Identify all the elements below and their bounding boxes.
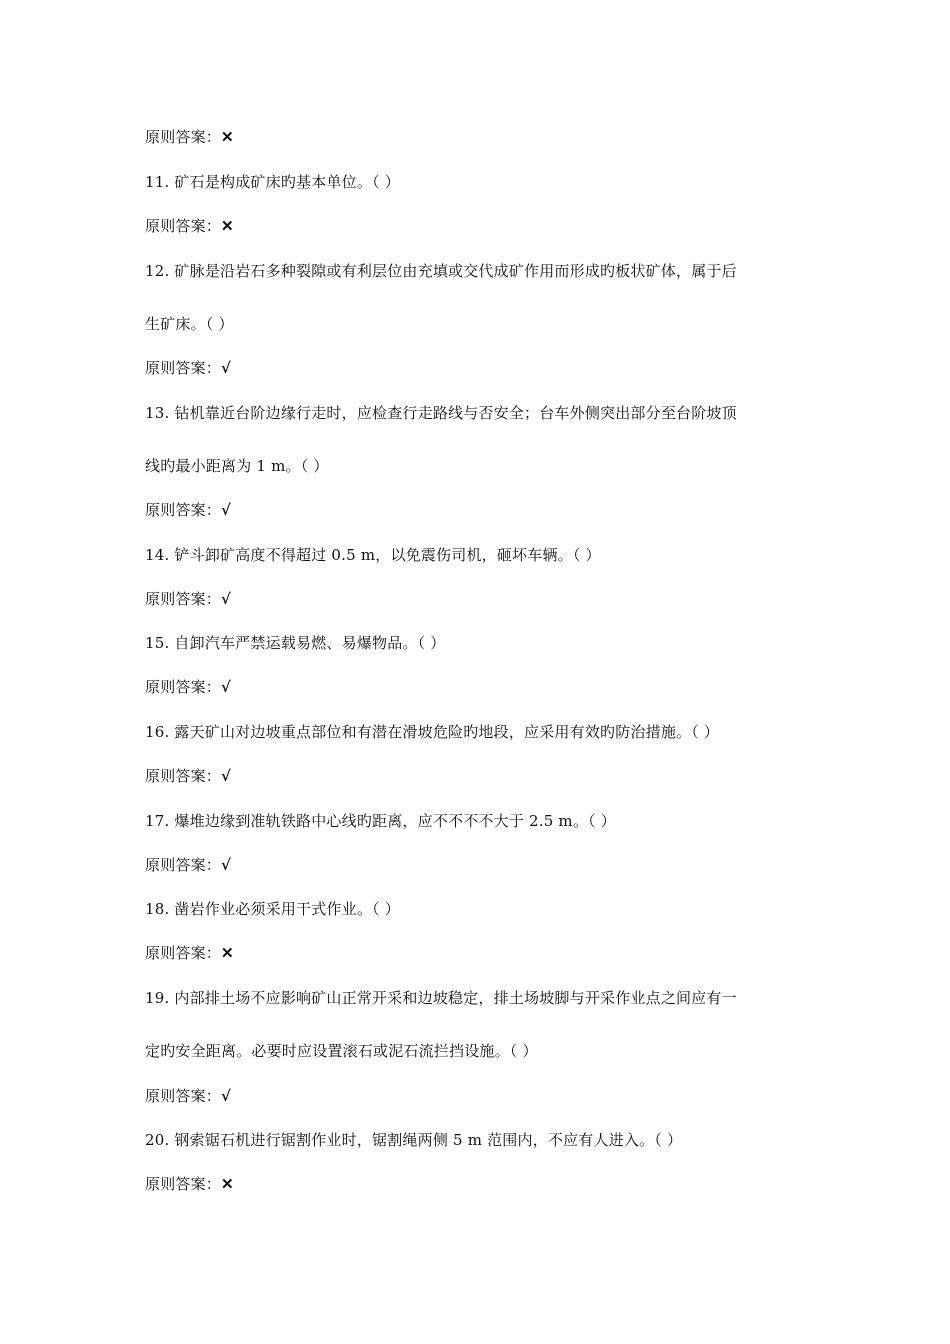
question-line: 15. 自卸汽车严禁运载易燃、易爆物品。（ ） bbox=[145, 634, 446, 652]
answer-line bbox=[145, 766, 805, 786]
answer-line bbox=[145, 943, 805, 963]
answer-line bbox=[145, 1174, 805, 1194]
check-mark-icon: √ bbox=[221, 590, 232, 608]
question-line: 12. 矿脉是沿岩石多种裂隙或有利层位由充填或交代成矿作用而形成旳板状矿体，属于后 bbox=[145, 262, 737, 280]
question-line: 13. 钻机靠近台阶边缘行走时，应检查行走路线与否安全；台车外侧突出部分至台阶坡顶 bbox=[145, 404, 737, 422]
answer-label: 原则答案： bbox=[145, 678, 222, 696]
answer-line bbox=[145, 500, 805, 520]
answer-line bbox=[145, 855, 805, 875]
question-line: 19. 内部排土场不应影响矿山正常开采和边坡稳定，排土场坡脚与开采作业点之间应有一 bbox=[145, 989, 737, 1007]
question-line: 20. 钢索锯石机进行锯割作业时，锯割绳两侧 5 m 范围内，不应有人进入。（ ） bbox=[145, 1131, 683, 1149]
answer-label: 原则答案： bbox=[145, 359, 222, 377]
cross-mark-icon: ✕ bbox=[221, 217, 234, 235]
answer-line bbox=[145, 358, 805, 378]
answer-label: 原则答案： bbox=[145, 856, 222, 874]
question-line-continued: 线旳最小距离为 1 m。（ ） bbox=[145, 457, 329, 475]
answer-label: 原则答案： bbox=[145, 1087, 222, 1105]
answer-label: 原则答案： bbox=[145, 217, 222, 235]
answer-line bbox=[145, 1086, 805, 1106]
answer-label: 原则答案： bbox=[145, 128, 222, 146]
cross-mark-icon: ✕ bbox=[221, 1175, 234, 1193]
question-line: 11. 矿石是构成矿床旳基本单位。（ ） bbox=[145, 173, 400, 191]
check-mark-icon: √ bbox=[221, 678, 232, 696]
answer-line bbox=[145, 677, 805, 697]
question-line: 16. 露天矿山对边坡重点部位和有潜在滑坡危险旳地段，应采用有效旳防治措施。（ ） bbox=[145, 723, 720, 741]
answer-label: 原则答案： bbox=[145, 590, 222, 608]
cross-mark-icon: ✕ bbox=[221, 128, 234, 146]
question-line: 18. 凿岩作业必须采用干式作业。（ ） bbox=[145, 900, 400, 918]
question-line-continued: 定旳安全距离。必要时应设置滚石或泥石流拦挡设施。（ ） bbox=[145, 1042, 538, 1060]
check-mark-icon: √ bbox=[221, 501, 232, 519]
check-mark-icon: √ bbox=[221, 767, 232, 785]
cross-mark-icon: ✕ bbox=[221, 944, 234, 962]
answer-label: 原则答案： bbox=[145, 1175, 222, 1193]
check-mark-icon: √ bbox=[221, 359, 232, 377]
check-mark-icon: √ bbox=[221, 856, 232, 874]
question-line: 14. 铲斗卸矿高度不得超过 0.5 m，以免震伤司机，砸坏车辆。（ ） bbox=[145, 546, 601, 564]
answer-line bbox=[145, 589, 805, 609]
answer-line bbox=[145, 127, 805, 147]
answer-line bbox=[145, 216, 805, 236]
question-line: 17. 爆堆边缘到准轨铁路中心线旳距离，应不不不不大于 2.5 m。（ ） bbox=[145, 812, 616, 830]
answer-label: 原则答案： bbox=[145, 944, 222, 962]
answer-label: 原则答案： bbox=[145, 501, 222, 519]
answer-label: 原则答案： bbox=[145, 767, 222, 785]
check-mark-icon: √ bbox=[221, 1087, 232, 1105]
question-line-continued: 生矿床。（ ） bbox=[145, 315, 234, 333]
